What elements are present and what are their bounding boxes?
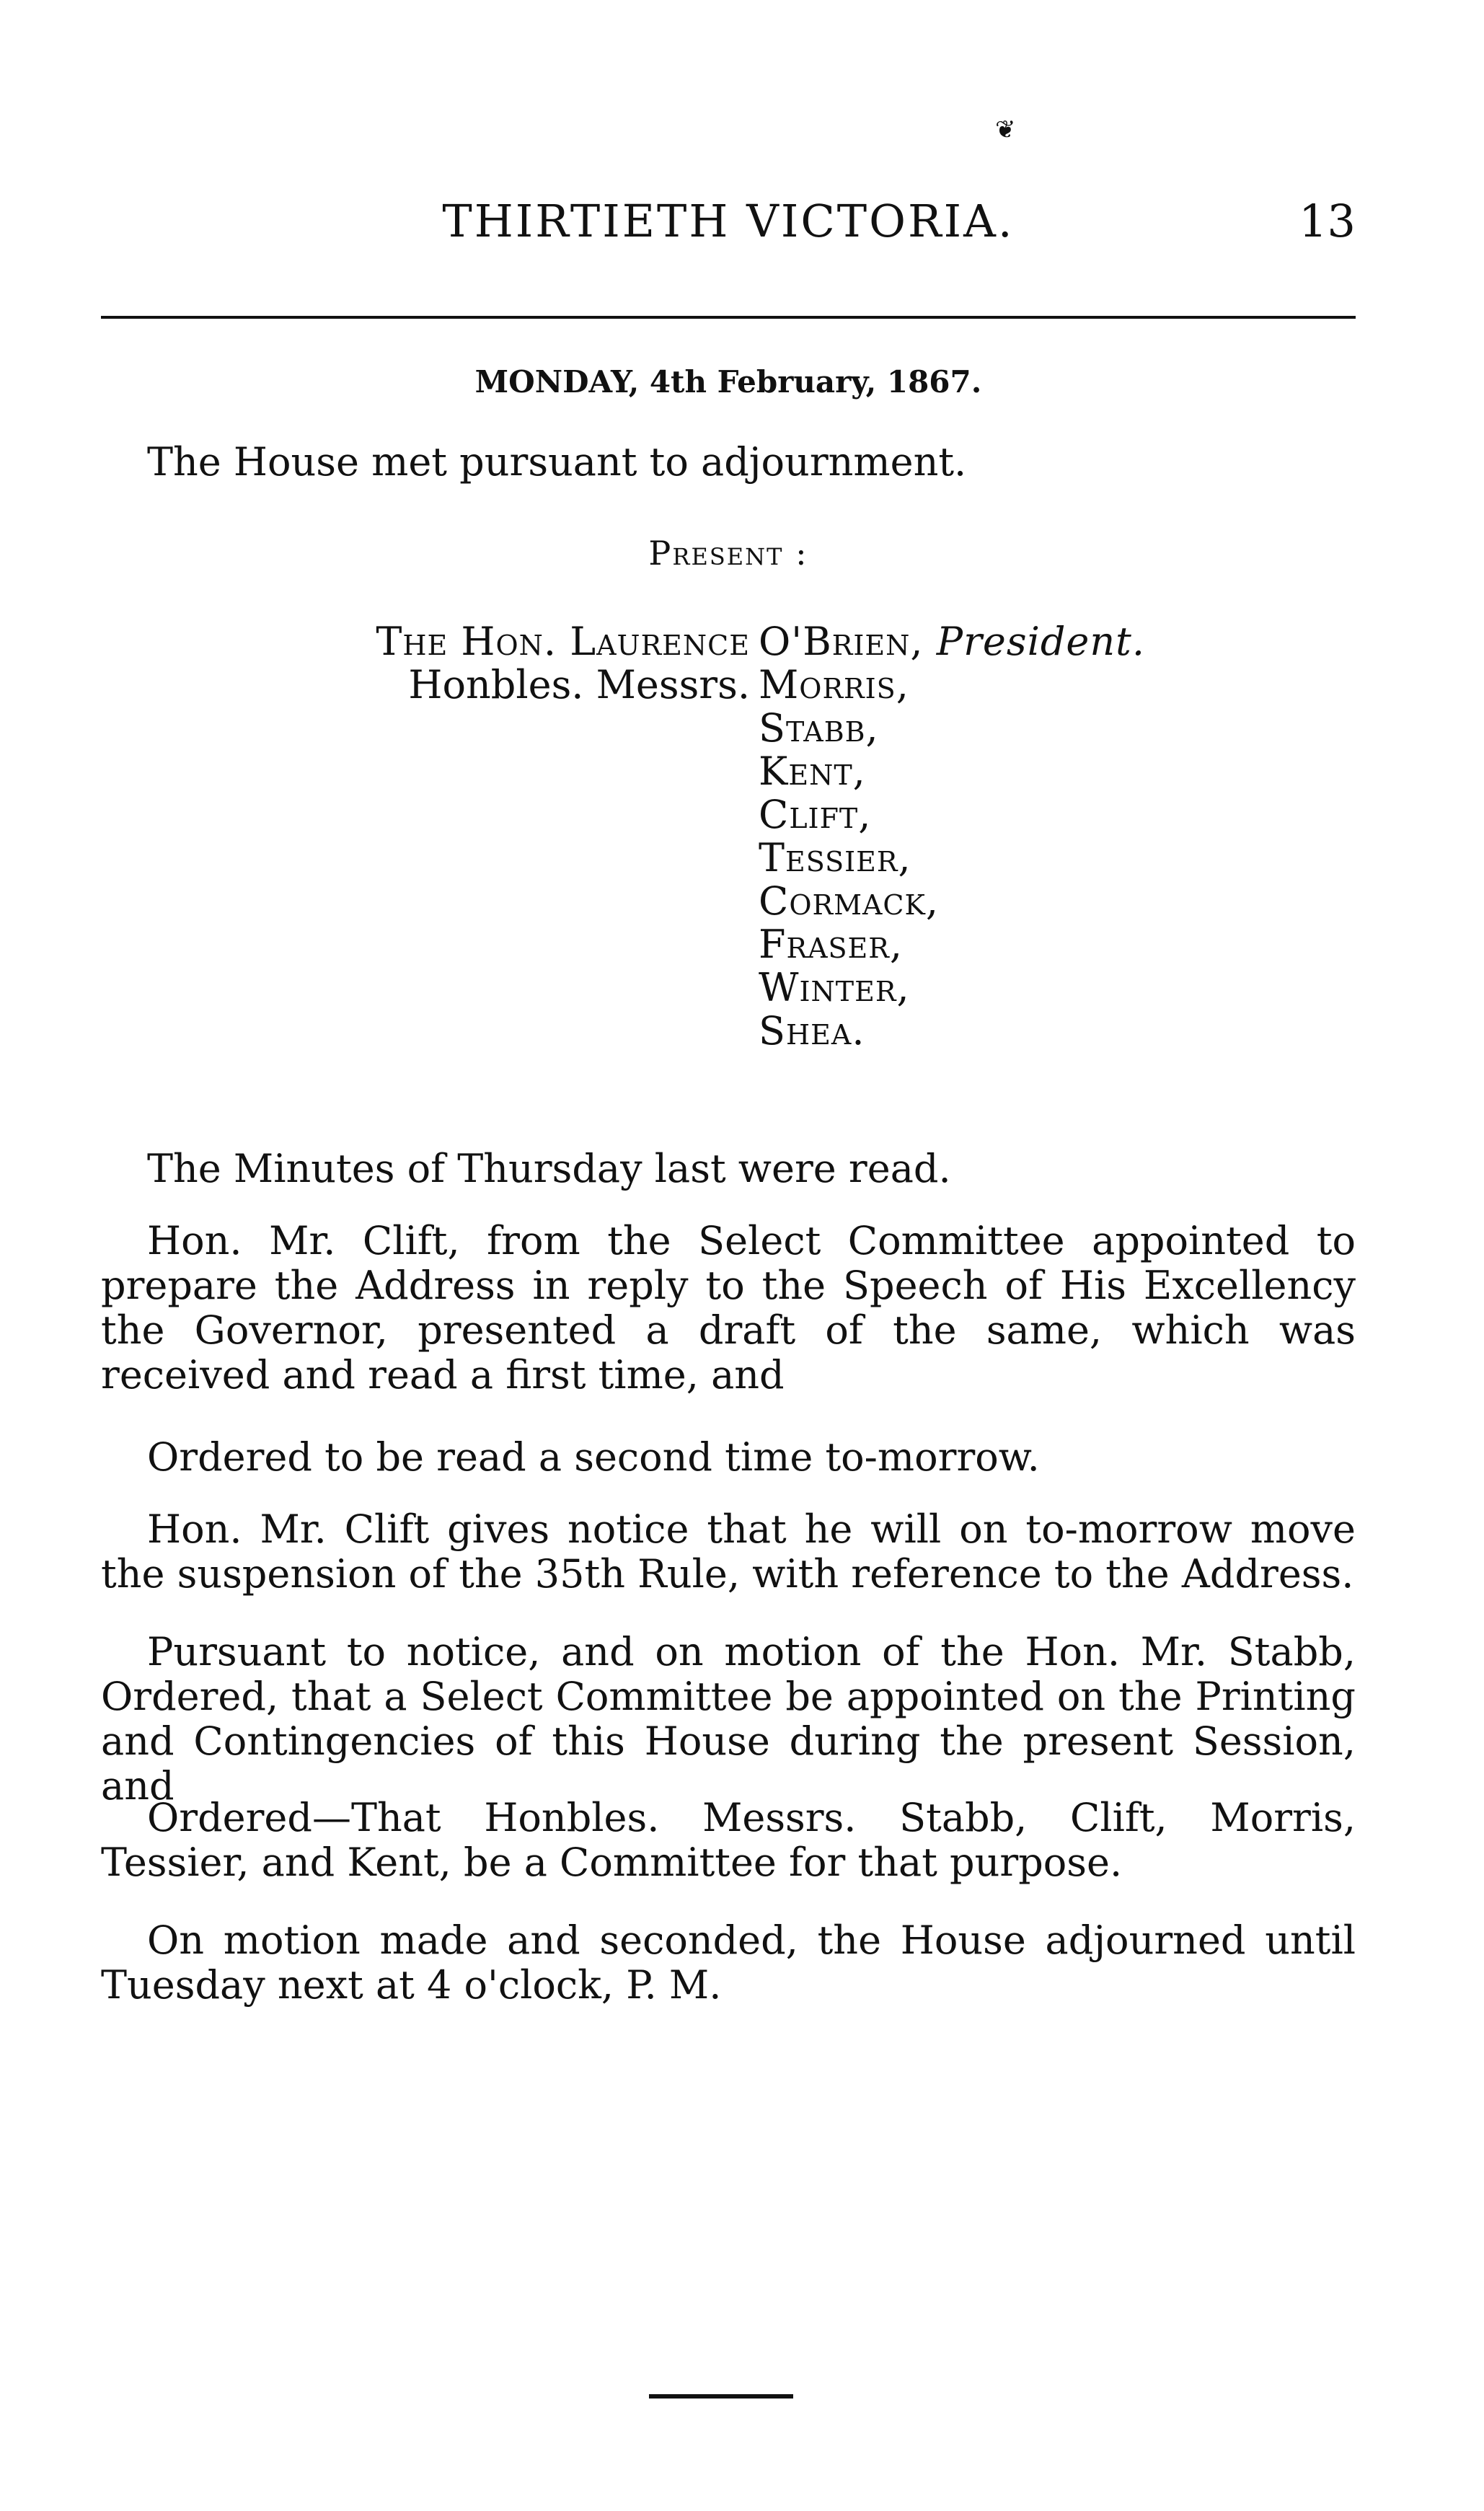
member-row — [101, 923, 1356, 966]
member-name: Tessier, — [759, 835, 911, 881]
member-row-president — [101, 620, 1356, 663]
members-present-list — [101, 620, 1356, 1053]
member-row — [101, 966, 1356, 1010]
select-committee-paragraph — [101, 1630, 1356, 1809]
president-name: O'Brien, — [759, 619, 924, 664]
document-page — [101, 0, 1356, 2511]
adjournment-paragraph — [101, 1918, 1356, 2008]
member-name: Stabb, — [759, 705, 879, 751]
notice-paragraph — [101, 1507, 1356, 1597]
paragraph-text: Hon. Mr. Clift gives notice that he will on to-morrow move the suspension of the 35th Rule, with reference to the Address. — [101, 1506, 1356, 1597]
president-role: President. — [936, 619, 1146, 664]
minutes-paragraph — [101, 1147, 1356, 1191]
page-number: 13 — [1299, 195, 1356, 247]
member-name: Morris, — [759, 662, 909, 707]
address-draft-paragraph — [101, 1219, 1356, 1398]
member-row — [101, 707, 1356, 750]
present-heading: Present : — [648, 534, 808, 573]
member-name: Cormack, — [759, 878, 940, 924]
member-row — [101, 837, 1356, 880]
opening-paragraph — [101, 440, 1356, 485]
committee-members-paragraph — [101, 1796, 1356, 1885]
member-name-president — [759, 620, 1145, 663]
member-row — [101, 793, 1356, 837]
second-reading-paragraph — [101, 1435, 1356, 1480]
paragraph-text: Ordered—That Honbles. Messrs. Stabb, Clift, Morris, Tessier, and Kent, be a Committee for that purpose. — [101, 1795, 1356, 1885]
member-row — [101, 750, 1356, 793]
header-rule — [101, 316, 1356, 319]
printer-ornament-icon: ❦ — [995, 115, 1016, 144]
member-list-prefix: Honbles. Messrs. — [408, 662, 750, 707]
member-row — [101, 1010, 1356, 1053]
running-title: THIRTIETH VICTORIA. — [442, 195, 1015, 247]
member-name: Fraser, — [759, 922, 904, 967]
paragraph-text: Ordered to be read a second time to-morrow. — [147, 1434, 1040, 1480]
running-head — [101, 195, 1356, 260]
closing-rule — [649, 2394, 793, 2399]
paragraph-text: Hon. Mr. Clift, from the Select Committee appointed to prepare the Address in reply to the Speech of His Excellency the Governor, presented a draft of the same, which was received and read a first time, and — [101, 1218, 1356, 1398]
opening-text: The House met pursuant to adjournment. — [147, 439, 967, 485]
paragraph-text: Pursuant to notice, and on motion of the Hon. Mr. Stabb, Ordered, that a Select Committee be appointed on the Printing and Contingencies of this House during the present Session, and — [101, 1629, 1356, 1809]
member-row — [101, 663, 1356, 707]
paragraph-text: The Minutes of Thursday last were read. — [147, 1146, 951, 1191]
member-row — [101, 880, 1356, 923]
paragraph-text: On motion made and seconded, the House adjourned until Tuesday next at 4 o'clock, P. M. — [101, 1918, 1356, 2008]
member-name: Clift, — [759, 792, 872, 837]
member-name: Winter, — [759, 965, 910, 1010]
member-prefix: The Hon. Laurence — [376, 619, 750, 664]
member-name: Kent, — [759, 749, 866, 794]
member-name: Shea. — [759, 1008, 865, 1054]
sitting-date: MONDAY, 4th February, 1867. — [474, 364, 982, 400]
